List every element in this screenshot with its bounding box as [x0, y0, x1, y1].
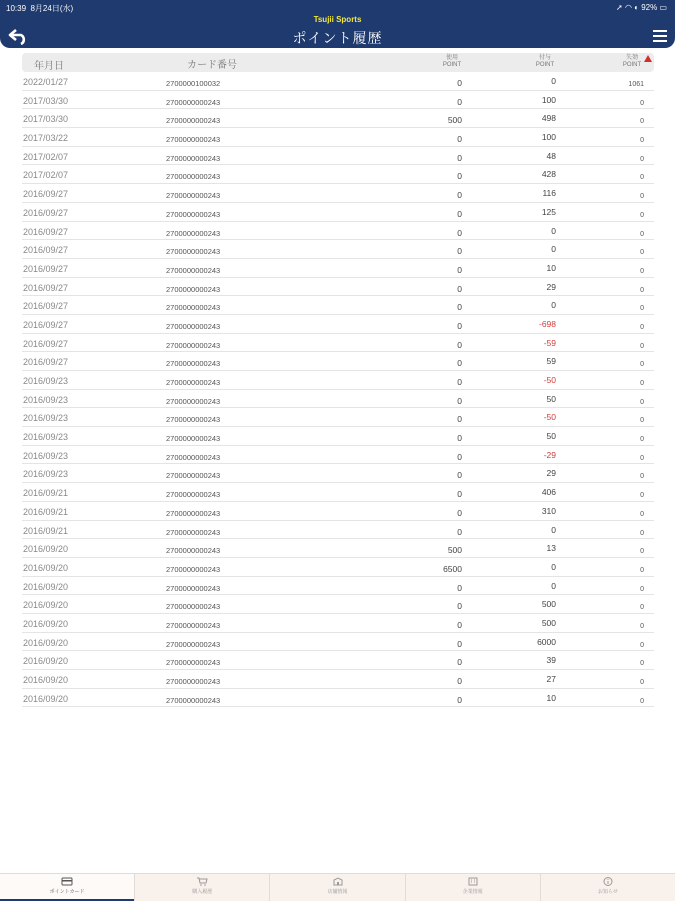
- row-used-points: 6500: [443, 563, 462, 574]
- table-row: [22, 296, 654, 315]
- row-card-number: 2700000000243: [166, 434, 221, 444]
- row-card-number: 2700000000243: [166, 191, 221, 201]
- status-date: 8月24日(水): [30, 4, 74, 13]
- menu-icon[interactable]: [653, 30, 667, 42]
- row-expired-points: 0: [640, 492, 644, 500]
- row-expired-points: 0: [640, 174, 644, 182]
- row-date: 2016/09/23: [23, 469, 69, 480]
- status-time: 10:39 8月24日(水): [6, 4, 74, 13]
- row-expired-points: 0: [640, 548, 644, 556]
- row-date: 2016/09/20: [23, 581, 69, 592]
- row-granted-points: 406: [541, 487, 556, 498]
- tab-label: ポイントカード: [49, 889, 85, 895]
- row-granted-points: 500: [541, 617, 556, 628]
- row-card-number: 2700000000243: [166, 452, 221, 462]
- row-date: 2016/09/21: [23, 506, 69, 517]
- row-card-number: 2700000000243: [166, 508, 221, 518]
- row-expired-points: 0: [640, 137, 644, 145]
- row-used-points: 0: [457, 582, 462, 593]
- row-granted-points: 310: [541, 505, 556, 516]
- row-date: 2016/09/20: [23, 600, 69, 611]
- header-expire: 失効 POINT: [622, 55, 642, 68]
- table-row: [22, 334, 654, 353]
- row-expired-points: 0: [640, 342, 644, 350]
- status-icons: ➚ ◠ ◐ 92% ▭: [616, 3, 667, 12]
- table-row: [22, 315, 654, 334]
- table-row: [22, 539, 654, 558]
- row-used-points: 0: [457, 507, 462, 518]
- row-expired-points: 0: [640, 118, 644, 126]
- row-granted-points: 13: [546, 543, 556, 554]
- table-row: [22, 521, 654, 540]
- row-expired-points: 0: [640, 155, 644, 163]
- table-row: [22, 72, 654, 91]
- row-card-number: 2700000000243: [166, 639, 221, 649]
- row-card-number: 2700000000243: [166, 321, 221, 331]
- tab-bar: [0, 873, 675, 901]
- row-used-points: 0: [457, 134, 462, 145]
- store-icon: [332, 877, 344, 886]
- row-date: 2016/09/23: [23, 376, 69, 386]
- row-date: 2022/01/27: [23, 77, 69, 87]
- row-expired-points: 0: [640, 585, 644, 593]
- row-used-points: 0: [457, 395, 462, 406]
- row-expired-points: 0: [640, 230, 644, 238]
- row-date: 2016/09/20: [23, 656, 69, 667]
- row-card-number: 2700000000243: [166, 209, 221, 219]
- row-granted-points: -29: [543, 449, 556, 460]
- table-row: [22, 446, 654, 465]
- row-granted-points: 0: [551, 225, 556, 236]
- table-row: [22, 184, 654, 203]
- row-used-points: 0: [457, 694, 462, 705]
- row-expired-points: 0: [640, 679, 644, 686]
- row-granted-points: 59: [546, 356, 556, 367]
- row-date: 2016/09/21: [23, 488, 69, 499]
- tab-label: 企業情報: [462, 889, 483, 895]
- row-card-number: 2700000000243: [166, 620, 221, 630]
- row-card-number: 2700000000243: [166, 153, 221, 163]
- row-used-points: 0: [457, 320, 462, 331]
- row-expired-points: 0: [640, 380, 644, 387]
- table-row: [22, 222, 654, 241]
- row-expired-points: 0: [640, 398, 644, 406]
- row-card-number: 2700000000243: [166, 340, 221, 350]
- row-used-points: 0: [457, 377, 462, 387]
- row-expired-points: 0: [640, 211, 644, 219]
- row-expired-points: 0: [640, 361, 644, 369]
- row-granted-points: 10: [546, 692, 556, 703]
- row-expired-points: 0: [640, 99, 644, 107]
- row-date: 2016/09/27: [23, 263, 69, 274]
- tab-label: 購入履歴: [192, 889, 213, 895]
- row-card-number: 2700000000243: [166, 695, 221, 705]
- row-card-number: 2700000000243: [166, 564, 221, 574]
- row-expired-points: 0: [640, 510, 644, 518]
- row-card-number: 2700000000243: [166, 602, 221, 612]
- row-used-points: 0: [457, 302, 462, 313]
- row-granted-points: 0: [551, 561, 556, 572]
- table-row: [22, 91, 654, 110]
- row-card-number: 2700000000243: [166, 396, 221, 406]
- row-used-points: 0: [457, 470, 462, 481]
- brand-logo: Tsujii Sports: [313, 15, 362, 24]
- row-used-points: 0: [457, 283, 462, 294]
- row-date: 2016/09/20: [23, 544, 69, 555]
- row-card-number: 2700000000243: [166, 658, 221, 668]
- row-used-points: 0: [457, 451, 462, 462]
- tab-store-info[interactable]: [270, 874, 405, 901]
- row-granted-points: 0: [551, 300, 556, 311]
- row-date: 2016/09/20: [23, 637, 69, 648]
- table-header: [22, 53, 654, 72]
- table-row: [22, 165, 654, 184]
- row-granted-points: 116: [542, 188, 556, 199]
- row-card-number: 2700000000243: [166, 228, 221, 238]
- row-card-number: 2700000000243: [166, 247, 221, 257]
- row-granted-points: 428: [541, 169, 556, 180]
- table-row: [22, 427, 654, 446]
- table-row: [22, 595, 654, 614]
- row-expired-points: 0: [640, 473, 644, 481]
- table-row: [22, 408, 654, 427]
- row-card-number: 2700000000243: [166, 135, 221, 145]
- row-date: 2016/09/20: [23, 618, 69, 629]
- row-date: 2017/02/07: [23, 170, 69, 181]
- tab-purchase-history[interactable]: [135, 874, 270, 901]
- row-expired-points: 0: [640, 454, 644, 462]
- row-card-number: 2700000000243: [166, 527, 221, 537]
- row-date: 2016/09/27: [23, 226, 69, 237]
- row-expired-points: 0: [640, 267, 644, 275]
- row-date: 2016/09/27: [23, 338, 69, 349]
- row-card-number: 2700000100032: [166, 79, 221, 88]
- building-icon: [467, 877, 479, 886]
- row-date: 2016/09/23: [23, 450, 69, 461]
- table-row: [22, 371, 654, 390]
- table-row: [22, 502, 654, 521]
- table-row: [22, 651, 654, 670]
- row-expired-points: 0: [640, 697, 644, 705]
- row-granted-points: 6000: [537, 636, 556, 647]
- row-granted-points: 0: [551, 76, 556, 86]
- tab-point-card[interactable]: [0, 874, 135, 901]
- row-used-points: 0: [457, 358, 462, 369]
- row-granted-points: 125: [541, 206, 556, 217]
- row-card-number: 2700000000243: [166, 303, 221, 313]
- row-date: 2016/09/23: [23, 432, 69, 443]
- row-card-number: 2700000000243: [166, 97, 221, 107]
- row-date: 2017/03/22: [23, 133, 69, 144]
- row-date: 2016/09/23: [23, 394, 69, 405]
- row-used-points: 0: [457, 657, 462, 668]
- row-expired-points: 0: [640, 417, 644, 425]
- row-used-points: 0: [457, 339, 462, 350]
- table-row: [22, 670, 654, 689]
- row-card-number: 2700000000243: [166, 265, 221, 275]
- row-used-points: 0: [457, 152, 462, 163]
- row-expired-points: 0: [640, 323, 644, 331]
- row-used-points: 0: [457, 601, 462, 612]
- row-date: 2017/03/30: [23, 95, 69, 106]
- row-date: 2016/09/27: [23, 301, 69, 312]
- row-date: 2017/02/07: [23, 151, 69, 162]
- row-used-points: 0: [457, 638, 462, 649]
- row-used-points: 0: [457, 96, 462, 107]
- row-used-points: 0: [457, 227, 462, 238]
- row-card-number: 2700000000243: [166, 490, 221, 500]
- row-date: 2016/09/20: [23, 693, 69, 704]
- table-row: [22, 577, 654, 596]
- row-date: 2016/09/27: [23, 319, 69, 330]
- row-granted-points: 100: [541, 94, 556, 105]
- table-row: [22, 278, 654, 297]
- card-icon: [61, 877, 73, 886]
- row-date: 2016/09/23: [23, 413, 69, 424]
- row-granted-points: 500: [541, 599, 556, 610]
- header-card: カード番号: [187, 60, 237, 71]
- table-row: [22, 558, 654, 577]
- table-row: [22, 203, 654, 222]
- row-card-number: 2700000000243: [166, 415, 221, 425]
- tab-company-info[interactable]: [406, 874, 541, 901]
- row-card-number: 2700000000243: [166, 677, 221, 686]
- row-used-points: 500: [447, 115, 462, 126]
- row-date: 2016/09/27: [23, 245, 69, 256]
- tab-label: 店舗情報: [327, 889, 348, 895]
- row-granted-points: 498: [541, 113, 556, 124]
- row-used-points: 0: [457, 676, 462, 686]
- row-used-points: 0: [457, 208, 462, 219]
- row-granted-points: 10: [546, 262, 556, 273]
- points-table: [22, 53, 654, 707]
- row-card-number: 2700000000243: [166, 359, 221, 369]
- table-row: [22, 128, 654, 147]
- table-row: [22, 352, 654, 371]
- row-expired-points: 0: [640, 566, 644, 574]
- row-granted-points: -59: [543, 337, 556, 348]
- header-grant: 付与 POINT: [535, 55, 555, 68]
- info-icon: [602, 877, 614, 886]
- row-used-points: 0: [457, 414, 462, 425]
- table-row: [22, 390, 654, 409]
- row-expired-points: 0: [640, 529, 644, 537]
- table-row: [22, 259, 654, 278]
- row-used-points: 0: [457, 190, 462, 201]
- page-title: ポイント履歴: [292, 30, 383, 46]
- row-date: 2016/09/27: [23, 207, 69, 218]
- row-granted-points: 0: [551, 580, 556, 591]
- row-granted-points: 29: [546, 281, 556, 292]
- table-row: [22, 483, 654, 502]
- row-date: 2016/09/21: [23, 525, 69, 536]
- row-granted-points: 29: [546, 468, 556, 479]
- row-used-points: 0: [457, 78, 462, 88]
- table-row: [22, 689, 654, 708]
- row-granted-points: 0: [551, 244, 556, 255]
- row-granted-points: 0: [551, 524, 556, 535]
- row-granted-points: -50: [543, 412, 556, 423]
- tab-label: お知らせ: [597, 889, 618, 895]
- row-date: 2016/09/27: [23, 357, 69, 368]
- header-date: 年月日: [34, 61, 64, 72]
- row-used-points: 0: [457, 433, 462, 444]
- warning-icon: [644, 55, 652, 62]
- row-expired-points: 0: [640, 305, 644, 313]
- row-used-points: 0: [457, 489, 462, 500]
- tab-notices[interactable]: [541, 874, 675, 901]
- row-card-number: 2700000000243: [166, 284, 221, 294]
- battery-level: 92%: [641, 3, 658, 12]
- table-row: [22, 464, 654, 483]
- row-used-points: 0: [457, 526, 462, 537]
- row-card-number: 2700000000243: [166, 583, 221, 593]
- row-expired-points: 0: [640, 286, 644, 294]
- row-date: 2017/03/30: [23, 114, 69, 125]
- back-arrow-icon[interactable]: [8, 27, 30, 45]
- row-granted-points: 48: [546, 150, 556, 161]
- table-row: [22, 147, 654, 166]
- row-card-number: 2700000000243: [166, 116, 221, 126]
- row-used-points: 0: [457, 246, 462, 257]
- row-card-number: 2700000000243: [166, 546, 221, 556]
- table-row: [22, 109, 654, 128]
- table-row: [22, 614, 654, 633]
- row-granted-points: 50: [546, 393, 556, 404]
- row-expired-points: 0: [640, 622, 644, 630]
- row-used-points: 0: [457, 264, 462, 275]
- row-expired-points: 0: [640, 193, 644, 201]
- row-used-points: 0: [457, 171, 462, 182]
- row-granted-points: 50: [546, 431, 556, 442]
- table-body: [22, 72, 654, 707]
- row-used-points: 0: [457, 619, 462, 630]
- row-date: 2016/09/20: [23, 562, 69, 573]
- row-date: 2016/09/27: [23, 189, 69, 200]
- row-card-number: 2700000000243: [166, 378, 221, 387]
- row-card-number: 2700000000243: [166, 471, 221, 481]
- row-expired-points: 1061: [628, 81, 644, 88]
- table-row: [22, 633, 654, 652]
- row-expired-points: 0: [640, 249, 644, 257]
- row-expired-points: 0: [640, 604, 644, 612]
- row-granted-points: -698: [538, 318, 556, 329]
- row-granted-points: 39: [546, 655, 556, 666]
- row-granted-points: 100: [541, 132, 556, 143]
- row-granted-points: 27: [546, 674, 556, 684]
- row-used-points: 500: [447, 545, 462, 556]
- row-expired-points: 0: [640, 641, 644, 649]
- table-row: [22, 240, 654, 259]
- cart-icon: [196, 877, 208, 886]
- app-header: [0, 0, 675, 48]
- row-expired-points: 0: [640, 436, 644, 444]
- row-expired-points: 0: [640, 660, 644, 668]
- row-card-number: 2700000000243: [166, 172, 221, 182]
- row-granted-points: -50: [543, 375, 556, 385]
- row-date: 2016/09/20: [23, 675, 69, 685]
- header-used: 使用 POINT: [442, 55, 462, 68]
- row-date: 2016/09/27: [23, 282, 69, 293]
